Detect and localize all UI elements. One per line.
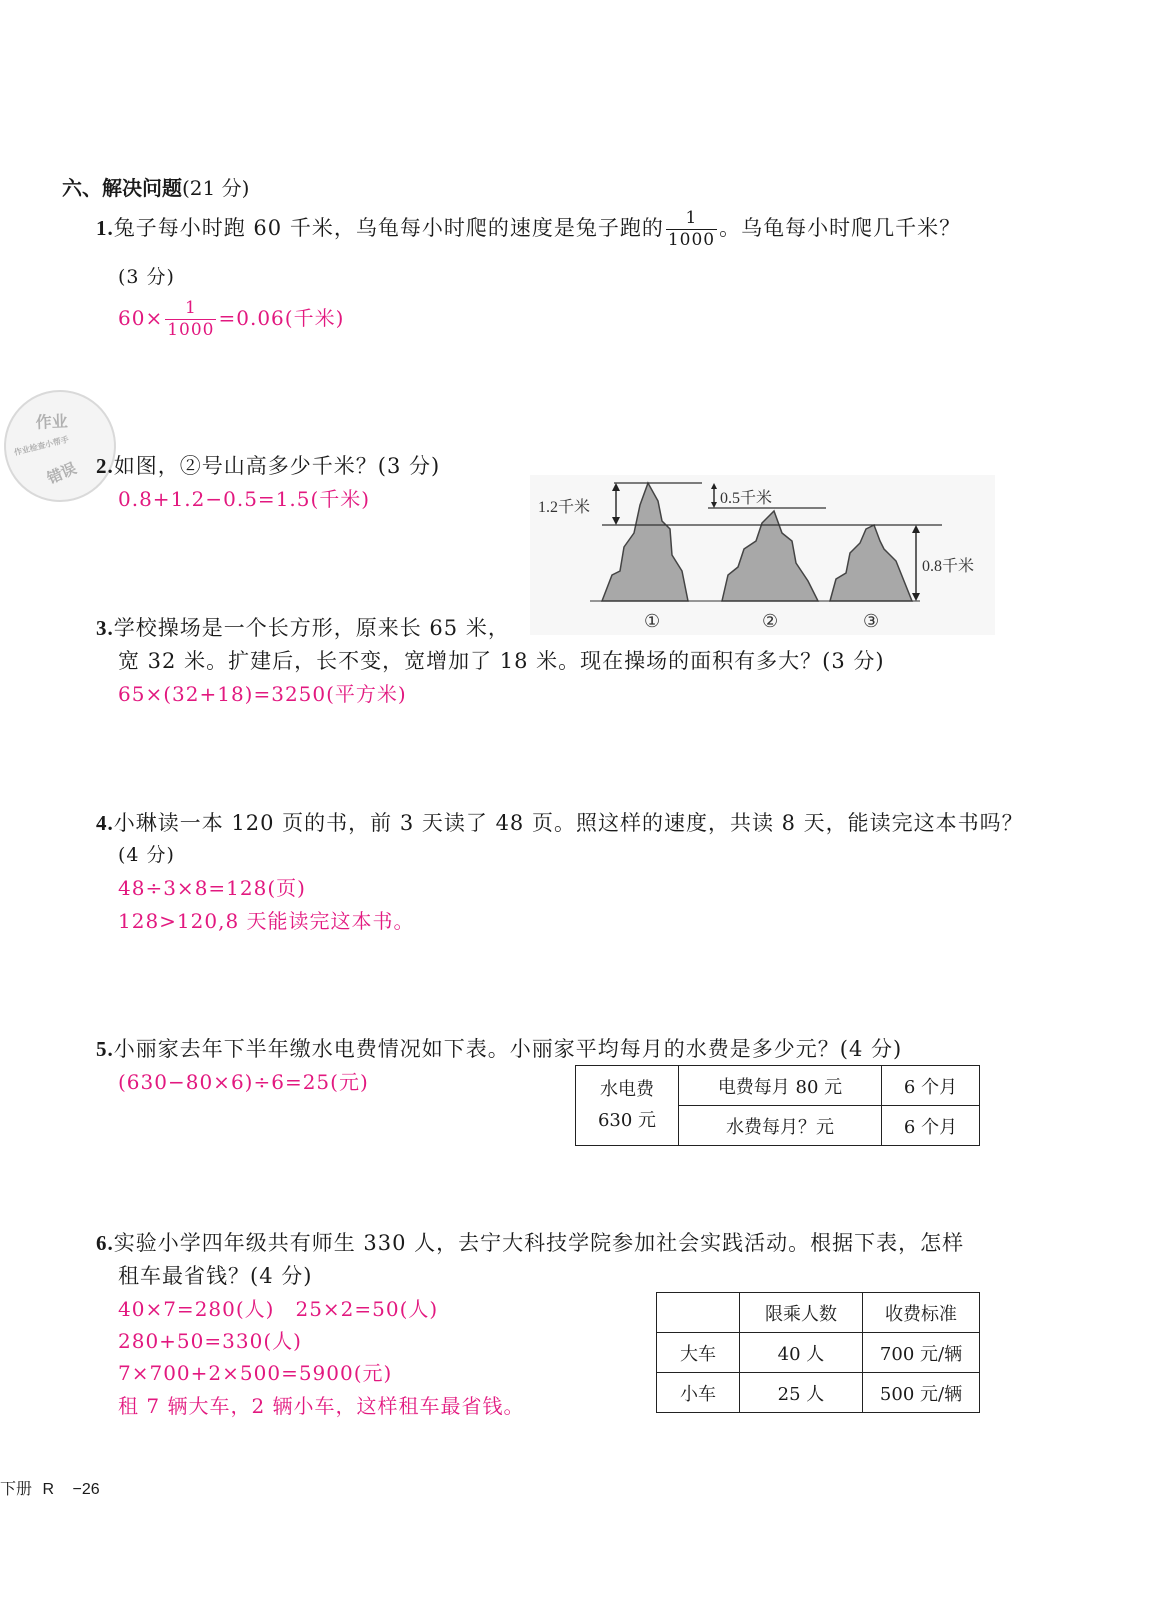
q3-answer: 65×(32+18)=3250(平方米) [118,682,407,706]
stamp-bottom-text: 错误 [44,459,80,488]
footer-edition: R [42,1481,55,1498]
q6-answer-1: 40×7=280(人) 25×2=50(人) [118,1297,439,1321]
q6-bus-table [656,1292,980,1413]
q3-text-1: 学校操场是一个长方形，原来长 65 米， [113,616,510,640]
q6-table-cell: 700 元/辆 [863,1333,980,1373]
question-2 [96,450,440,480]
q4-answer-2: 128>120,8 天能读完这本书。 [118,909,415,933]
q5-table-left-cell [576,1066,679,1146]
section-points: (21 分) [182,176,250,200]
stamp-top-text: 作业 [35,411,69,432]
q5-fee-table [575,1065,980,1146]
q3-text-2: 宽 32 米。扩建后，长不变，宽增加了 18 米。现在操场的面积有多大？(3 分) [118,649,885,673]
q6-answer-4: 租 7 辆大车，2 辆小车，这样租车最省钱。 [118,1394,525,1418]
q1-frac-den: 1000 [667,230,716,250]
question-1 [96,210,961,249]
page-number: −26 [72,1481,100,1498]
q1-answer-frac-den: 1000 [167,320,215,340]
question-5 [96,1033,902,1063]
mountain-label-2: ② [762,611,779,632]
label-0-8km: 0.8千米 [922,558,975,575]
q2-answer: 0.8+1.2−0.5=1.5(千米) [118,487,371,511]
q1-answer-frac-num: 1 [184,298,197,318]
mountain-label-1: ① [644,611,661,632]
q4-answer-1: 48÷3×8=128(页) [118,876,306,900]
q6-table-header [657,1293,740,1333]
q2-number: 2. [96,454,114,478]
q5-table-left-top: 水电费 [600,1078,654,1100]
q6-table-cell: 500 元/辆 [863,1373,980,1413]
mountain-figure [530,475,995,635]
mountain-label-3: ③ [863,611,880,632]
homework-stamp-logo [0,378,128,514]
q1-fraction [666,210,717,249]
q6-text-2: 租车最省钱？(4 分) [118,1264,313,1288]
q6-table-cell: 小车 [657,1373,740,1413]
label-1-2km: 1.2千米 [538,499,591,516]
q5-table-cell: 6 个月 [882,1106,980,1146]
q6-table-cell: 40 人 [740,1333,863,1373]
q6-table-header: 收费标准 [863,1293,980,1333]
q1-text-before: 兔子每小时跑 60 千米，乌龟每小时爬的速度是兔子跑的 [113,216,664,240]
page-footer [0,1476,100,1499]
q5-number: 5. [96,1037,114,1061]
footer-volume: 下册 [0,1481,33,1498]
q4-number: 4. [96,811,114,835]
q5-table-cell: 电费每月 80 元 [679,1066,882,1106]
section-title-text: 六、解决问题 [62,176,182,200]
q1-points: (3 分) [118,266,175,288]
section-title [62,172,249,201]
q6-text-1: 实验小学四年级共有师生 330 人，去宁大科技学院参加社会实践活动。根据下表，怎样 [113,1231,965,1255]
label-0-5km: 0.5千米 [720,490,773,507]
q4-text: 小琳读一本 120 页的书，前 3 天读了 48 页。照这样的速度，共读 8 天，能读完这本书吗？ [113,811,1024,835]
q1-frac-num: 1 [685,208,698,228]
q5-table-cell: 6 个月 [882,1066,980,1106]
q6-answer-2: 280+50=330(人) [118,1329,302,1353]
q5-table-cell: 水费每月？元 [679,1106,882,1146]
q1-answer-fraction [165,300,216,339]
question-6 [96,1227,964,1257]
q1-answer-right: =0.06(千米) [218,306,345,330]
q3-number: 3. [96,616,114,640]
q5-answer: (630−80×6)÷6=25(元) [118,1070,369,1094]
q6-answer-3: 7×700+2×500=5900(元) [118,1361,393,1385]
q1-text-after: 。乌龟每小时爬几千米？ [719,216,962,240]
q2-text: 如图，②号山高多少千米？(3 分) [113,454,441,478]
stamp-middle-text: 作业检查小帮手 [13,434,70,458]
q1-number: 1. [96,216,114,240]
question-3 [96,612,510,642]
q1-answer-left: 60× [118,306,164,330]
q1-answer [118,300,344,339]
q5-table-left-bottom: 630 元 [597,1109,657,1131]
q4-points: (4 分) [118,844,175,866]
q6-table-cell: 25 人 [740,1373,863,1413]
question-4 [96,807,1024,837]
q5-text: 小丽家去年下半年缴水电费情况如下表。小丽家平均每月的水费是多少元？(4 分) [113,1037,903,1061]
q6-table-cell: 大车 [657,1333,740,1373]
q6-table-header: 限乘人数 [740,1293,863,1333]
q6-number: 6. [96,1231,114,1255]
